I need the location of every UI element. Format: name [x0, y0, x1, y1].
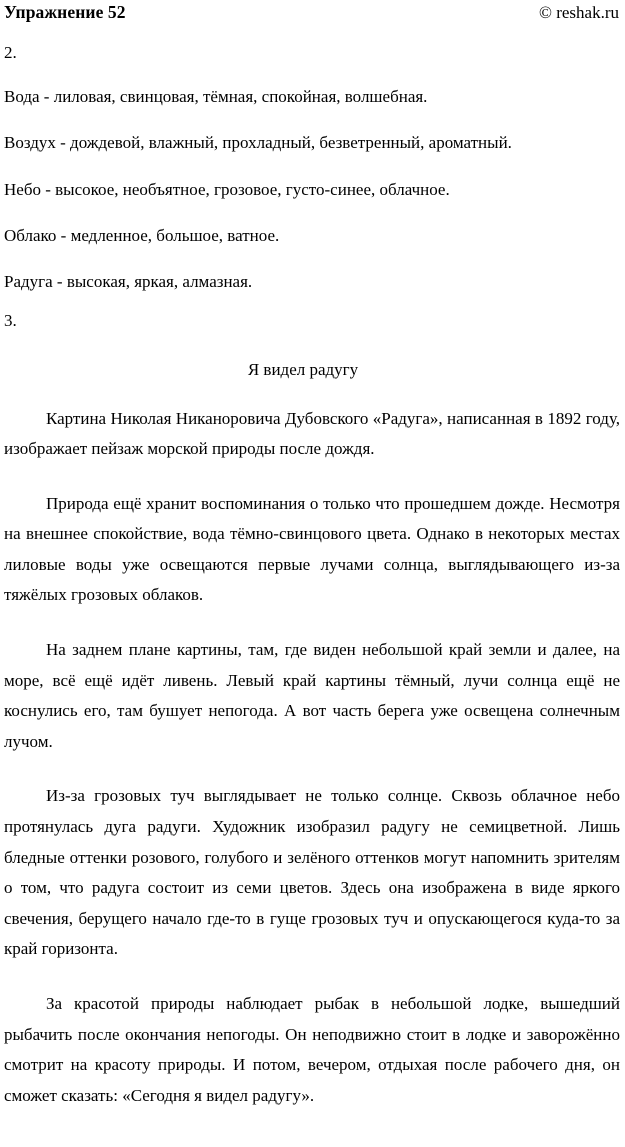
task-3-marker: 3. [4, 310, 17, 330]
site-watermark: © reshak.ru [539, 3, 619, 22]
essay-paragraph-2: Природа ещё хранит воспоминания о только что прошедшем дожде. Несмотря на внешнее спокойствие, вода тёмно-свинцового цвета. Однако в некоторых местах лиловые воды уже освещаются первые лучами солнца, выглядывающего из-за тяжёлых грозовых облаков. [4, 493, 620, 605]
page-title: Упражнение 52 [4, 2, 126, 22]
answer-line-water: Вода - лиловая, свинцовая, тёмная, спокойная, волшебная. [4, 87, 428, 106]
task-2-section [4, 38, 620, 297]
answer-line-rainbow: Радуга - высокая, яркая, алмазная. [4, 271, 253, 291]
essay-paragraph-4: Из-за грозовых туч выглядывает не только солнце. Сквозь облачное небо протянулась дуга радуги. Художник изобразил радугу не семицветной. Лишь бледные оттенки розового, голубого и зелёного оттенков могут напомнить зрителям о том, что радуга состоит из семи цветов. Здесь она изображена в виде яркого свечения, берущего начало где-то в гуще грозовых туч и опускающегося куда-то за край горизонта. [4, 786, 620, 959]
essay-title: Я видел радугу [247, 359, 359, 379]
task-3-section [4, 306, 620, 1112]
answer-line-sky: Небо - высокое, необъятное, грозовое, густо-синее, облачное. [4, 179, 450, 199]
task-2-marker: 2. [4, 43, 17, 62]
answer-line-air: Воздух - дождевой, влажный, прохладный, безветренный, ароматный. [4, 133, 512, 152]
answer-line-cloud: Облако - медленное, большое, ватное. [4, 225, 280, 245]
essay-paragraph-3: На заднем плане картины, там, где виден небольшой край земли и далее, на море, всё ещё идёт ливень. Левый край картины тёмный, лучи солнца ещё не коснулись его, там бушует непогода. А вот часть берега уже освещена солнечным лучом. [4, 640, 620, 751]
page-header [4, 0, 620, 27]
essay-paragraph-5: За красотой природы наблюдает рыбак в небольшой лодке, вышедший рыбачить после окончания непогоды. Он неподвижно стоит в лодке и заворожённо смотрит на красоту природы. И потом, вечером, отдыхая после рабочего дня, он сможет сказать: «Сегодня я видел радугу». [4, 994, 620, 1105]
essay-paragraph-1: Картина Николая Никаноровича Дубовского «Радуга», написанная в 1892 году, изображает пейзаж морской природы после дождя. [4, 408, 620, 459]
